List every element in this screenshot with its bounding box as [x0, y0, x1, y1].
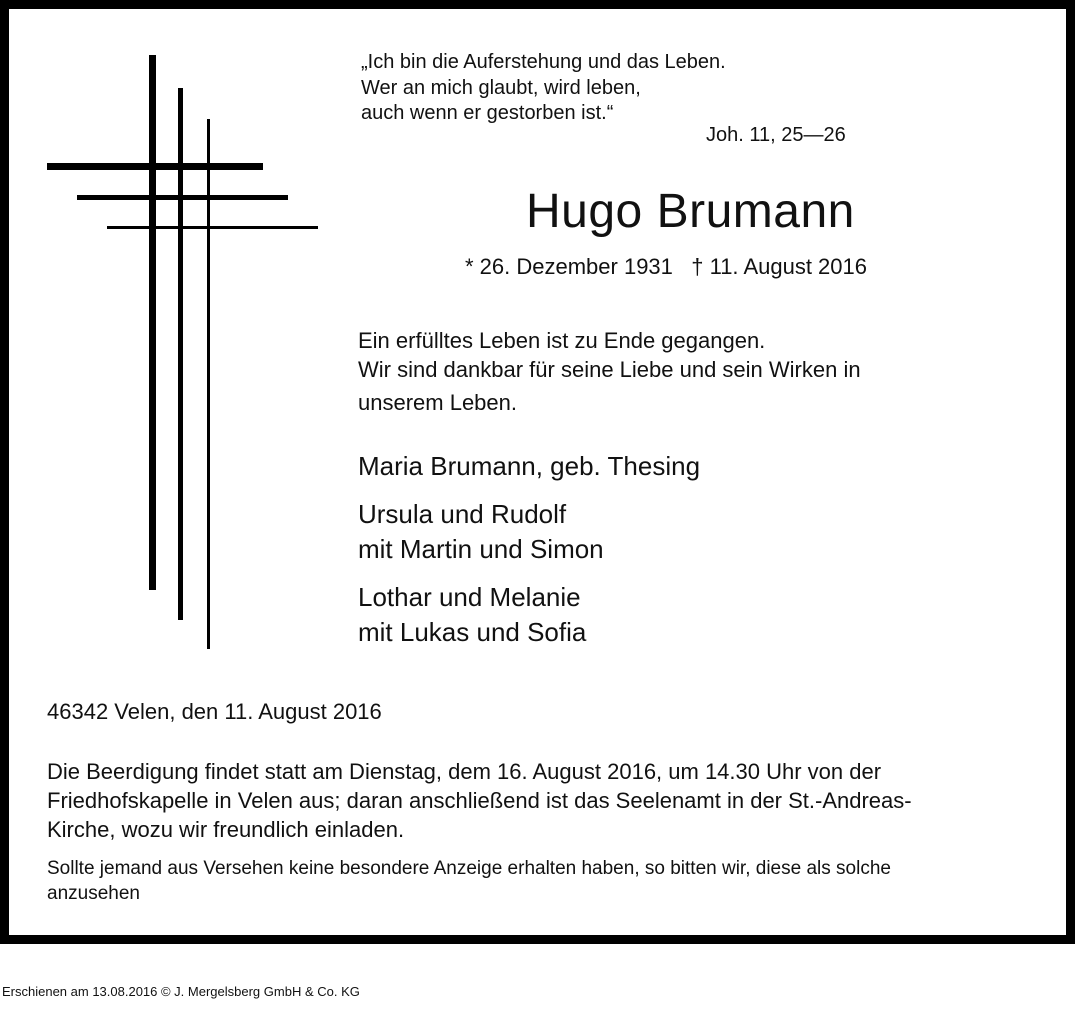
notice-note-line: anzusehen — [47, 883, 140, 904]
notice-note-line: Sollte jemand aus Versehen keine besondere Anzeige erhalten haben, so bitten wir, diese als solche — [47, 858, 891, 879]
family-member-line: Lothar und Melanie — [358, 582, 581, 612]
family-member-line: mit Martin und Simon — [358, 534, 604, 564]
deceased-name: Hugo Brumann — [526, 185, 855, 238]
bible-verse-reference: Joh. 11, 25—26 — [706, 124, 846, 146]
funeral-info-line: Kirche, wozu wir freundlich einladen. — [47, 817, 405, 842]
place-date: 46342 Velen, den 11. August 2016 — [47, 699, 382, 724]
family-member-line: Ursula und Rudolf — [358, 499, 567, 529]
family-member-line: mit Lukas und Sofia — [358, 617, 587, 647]
funeral-info-line: Die Beerdigung findet statt am Dienstag, dem 16. August 2016, um 14.30 Uhr von der — [47, 759, 882, 784]
tribute-line: unserem Leben. — [358, 390, 517, 415]
bible-quote-line: „Ich bin die Auferstehung und das Leben. — [361, 51, 726, 73]
bible-quote-line: Wer an mich glaubt, wird leben, — [361, 77, 641, 99]
family-spouse: Maria Brumann, geb. Thesing — [358, 451, 701, 481]
life-dates: * 26. Dezember 1931 † 11. August 2016 — [465, 254, 867, 279]
publication-credit: Erschienen am 13.08.2016 © J. Mergelsberg GmbH & Co. KG — [2, 984, 360, 999]
funeral-info-line: Friedhofskapelle in Velen aus; daran anschließend ist das Seelenamt in der St.-Andreas- — [47, 788, 912, 813]
bible-quote-line: auch wenn er gestorben ist.“ — [361, 102, 614, 124]
tribute-line: Ein erfülltes Leben ist zu Ende gegangen. — [358, 328, 766, 353]
tribute-line: Wir sind dankbar für seine Liebe und sein Wirken in — [358, 357, 861, 382]
